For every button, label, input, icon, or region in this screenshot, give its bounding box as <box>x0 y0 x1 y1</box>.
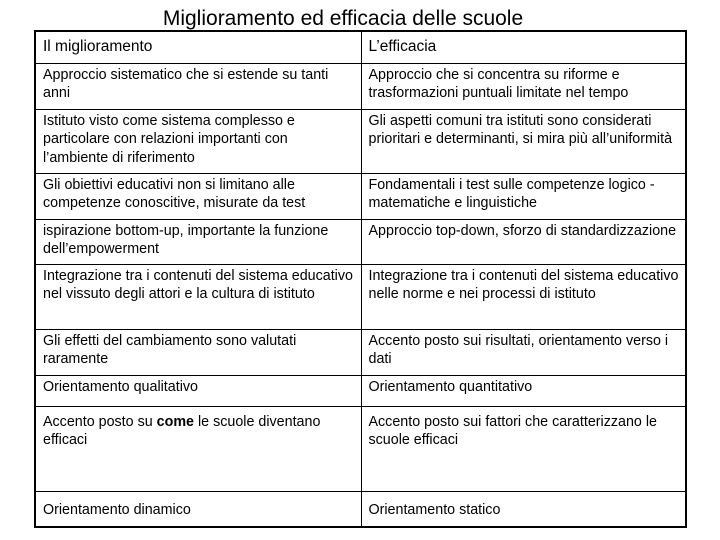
table-header-row <box>36 32 685 63</box>
cell-miglioramento: Gli effetti del cambiamento sono valutati raramente <box>36 329 361 375</box>
cell-efficacia: Gli aspetti comuni tra istituti sono considerati prioritari e determinanti, si mira più all’uniformità <box>361 109 685 173</box>
page-title <box>0 6 720 32</box>
header-miglioramento: Il miglioramento <box>36 32 361 63</box>
table-row <box>36 329 685 375</box>
page-title-text: Miglioramento ed efficacia delle scuole <box>162 7 524 30</box>
table-row <box>36 491 685 526</box>
header-efficacia: L’efficacia <box>361 32 685 63</box>
cell-miglioramento: Gli obiettivi educativi non si limitano alle competenze conoscitive, misurate da test <box>36 173 361 219</box>
cell-miglioramento: Orientamento dinamico <box>36 491 361 526</box>
cell-text-part: Accento posto su <box>43 413 157 430</box>
cell-miglioramento: Istituto visto come sistema complesso e particolare con relazioni importanti con l’ambiente di riferimento <box>36 109 361 173</box>
cell-miglioramento: Integrazione tra i contenuti del sistema educativo nel vissuto degli attori e la cultura di istituto <box>36 264 361 329</box>
cell-efficacia: Fondamentali i test sulle competenze logico -matematiche e linguistiche <box>361 173 685 219</box>
comparison-table <box>36 32 685 526</box>
cell-text-bold: come <box>156 413 195 430</box>
cell-miglioramento <box>36 406 361 491</box>
cell-efficacia: Orientamento statico <box>361 491 685 526</box>
cell-efficacia: Integrazione tra i contenuti del sistema educativo nelle norme e nei processi di istituto <box>361 264 685 329</box>
cell-efficacia: Accento posto sui risultati, orientamento verso i dati <box>361 329 685 375</box>
table-row <box>36 109 685 173</box>
table-row <box>36 406 685 491</box>
cell-miglioramento: Approccio sistematico che si estende su tanti anni <box>36 63 361 109</box>
table-row <box>36 264 685 329</box>
table-row <box>36 173 685 219</box>
table-row <box>36 219 685 264</box>
cell-efficacia: Accento posto sui fattori che caratterizzano le scuole efficaci <box>361 406 685 491</box>
table-row <box>36 375 685 406</box>
table-row <box>36 63 685 109</box>
cell-efficacia: Approccio top-down, sforzo di standardizzazione <box>361 219 685 264</box>
cell-efficacia: Approccio che si concentra su riforme e trasformazioni puntuali limitate nel tempo <box>361 63 685 109</box>
cell-text-part: le scuole diventano efficaci <box>43 413 321 448</box>
cell-miglioramento: Orientamento qualitativo <box>36 375 361 406</box>
cell-efficacia: Orientamento quantitativo <box>361 375 685 406</box>
cell-miglioramento: ispirazione bottom-up, importante la funzione dell’empowerment <box>36 219 361 264</box>
comparison-table-frame <box>34 30 687 528</box>
